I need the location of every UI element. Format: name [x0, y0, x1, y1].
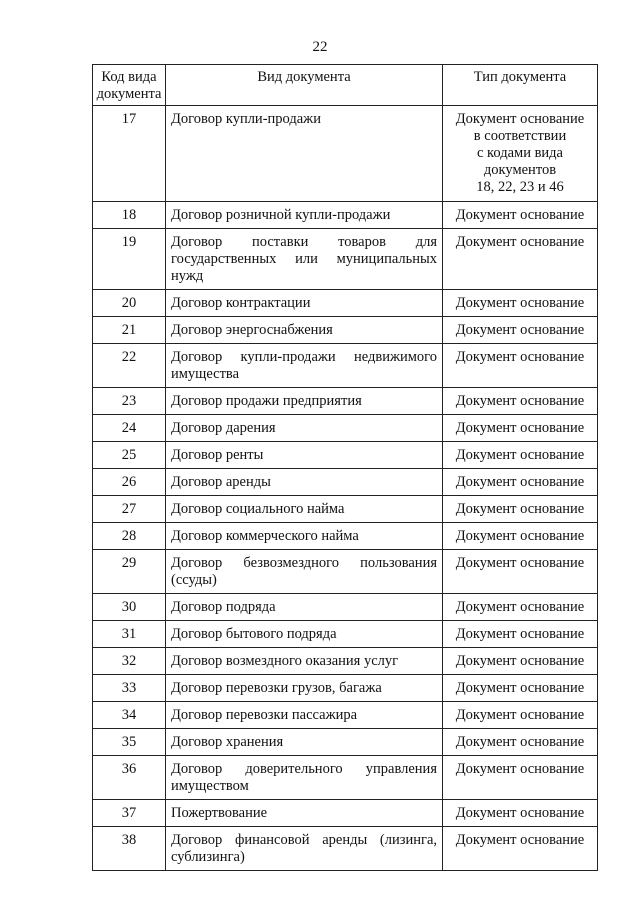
row-document-name: Договор перевозки грузов, багажа: [166, 675, 443, 702]
row-document-type: Документ основание: [443, 827, 598, 871]
table-row: [93, 469, 598, 496]
table-row: [93, 827, 598, 871]
table-row: [93, 729, 598, 756]
row-code: 17: [93, 106, 166, 202]
row-document-name: Договор бытового подряда: [166, 621, 443, 648]
table-row: [93, 202, 598, 229]
row-document-name: Договор коммерческого найма: [166, 523, 443, 550]
row-code: 25: [93, 442, 166, 469]
row-code: 32: [93, 648, 166, 675]
table-row: [93, 756, 598, 800]
header-type: Тип документа: [443, 65, 598, 106]
row-code: 31: [93, 621, 166, 648]
header-name: Вид документа: [166, 65, 443, 106]
page-number: 22: [312, 39, 328, 55]
row-code: 28: [93, 523, 166, 550]
table-row: [93, 415, 598, 442]
row-document-name: Договор подряда: [166, 594, 443, 621]
table-body: [93, 106, 598, 871]
row-code: 20: [93, 290, 166, 317]
row-document-name: Договор купли-продажи недвижимого имущества: [166, 344, 443, 388]
row-document-type: Документ основание: [443, 290, 598, 317]
row-code: 37: [93, 800, 166, 827]
row-code: 18: [93, 202, 166, 229]
row-document-name: Договор аренды: [166, 469, 443, 496]
table-row: [93, 702, 598, 729]
row-document-type: Документ основание: [443, 469, 598, 496]
table-row: [93, 496, 598, 523]
row-document-type: Документ основание: [443, 388, 598, 415]
table-row: [93, 648, 598, 675]
table-row: [93, 106, 598, 202]
row-document-type: Документ основание: [443, 675, 598, 702]
row-code: 30: [93, 594, 166, 621]
row-code: 35: [93, 729, 166, 756]
row-document-type: Документ основание: [443, 756, 598, 800]
table-row: [93, 344, 598, 388]
row-document-name: Договор возмездного оказания услуг: [166, 648, 443, 675]
row-code: 19: [93, 229, 166, 290]
row-code: 29: [93, 550, 166, 594]
row-document-name: Договор перевозки пассажира: [166, 702, 443, 729]
row-document-name: Договор доверительного управления имуществом: [166, 756, 443, 800]
row-code: 24: [93, 415, 166, 442]
row-document-name: Договор энергоснабжения: [166, 317, 443, 344]
table-row: [93, 594, 598, 621]
row-document-type: Документ основание: [443, 702, 598, 729]
header-row: [93, 65, 598, 106]
row-document-name: Договор розничной купли-продажи: [166, 202, 443, 229]
row-document-name: Договор социального найма: [166, 496, 443, 523]
row-document-type: Документ основание: [443, 621, 598, 648]
row-document-type: Документ основание: [443, 442, 598, 469]
row-document-name: Договор продажи предприятия: [166, 388, 443, 415]
document-types-table: [92, 64, 598, 871]
row-document-type: Документ основание: [443, 648, 598, 675]
row-document-name: Пожертвование: [166, 800, 443, 827]
row-document-type: Документ основание: [443, 496, 598, 523]
row-document-name: Договор финансовой аренды (лизинга, сублизинга): [166, 827, 443, 871]
row-document-name: Договор поставки товаров для государственных или муниципальных нужд: [166, 229, 443, 290]
row-code: 34: [93, 702, 166, 729]
row-document-type: Документ основание в соответствии с кодами вида документов 18, 22, 23 и 46: [443, 106, 598, 202]
header-code: Код вида документа: [93, 65, 166, 106]
row-document-type: Документ основание: [443, 550, 598, 594]
table-row: [93, 621, 598, 648]
row-document-type: Документ основание: [443, 344, 598, 388]
row-document-name: Договор купли-продажи: [166, 106, 443, 202]
row-document-type: Документ основание: [443, 729, 598, 756]
row-document-type: Документ основание: [443, 594, 598, 621]
row-document-name: Договор контрактации: [166, 290, 443, 317]
row-code: 38: [93, 827, 166, 871]
row-code: 23: [93, 388, 166, 415]
table-header: [93, 65, 598, 106]
table-row: [93, 229, 598, 290]
row-document-type: Документ основание: [443, 202, 598, 229]
row-document-type: Документ основание: [443, 415, 598, 442]
table-row: [93, 800, 598, 827]
row-code: 36: [93, 756, 166, 800]
row-document-name: Договор дарения: [166, 415, 443, 442]
row-code: 21: [93, 317, 166, 344]
row-document-name: Договор хранения: [166, 729, 443, 756]
table-row: [93, 290, 598, 317]
table-row: [93, 550, 598, 594]
table-row: [93, 442, 598, 469]
row-code: 22: [93, 344, 166, 388]
table-row: [93, 675, 598, 702]
row-document-name: Договор ренты: [166, 442, 443, 469]
table-row: [93, 523, 598, 550]
row-document-name: Договор безвозмездного пользования (ссуды): [166, 550, 443, 594]
row-code: 33: [93, 675, 166, 702]
row-code: 27: [93, 496, 166, 523]
row-document-type: Документ основание: [443, 229, 598, 290]
row-document-type: Документ основание: [443, 800, 598, 827]
row-document-type: Документ основание: [443, 317, 598, 344]
table-row: [93, 317, 598, 344]
table-row: [93, 388, 598, 415]
row-document-type: Документ основание: [443, 523, 598, 550]
row-code: 26: [93, 469, 166, 496]
